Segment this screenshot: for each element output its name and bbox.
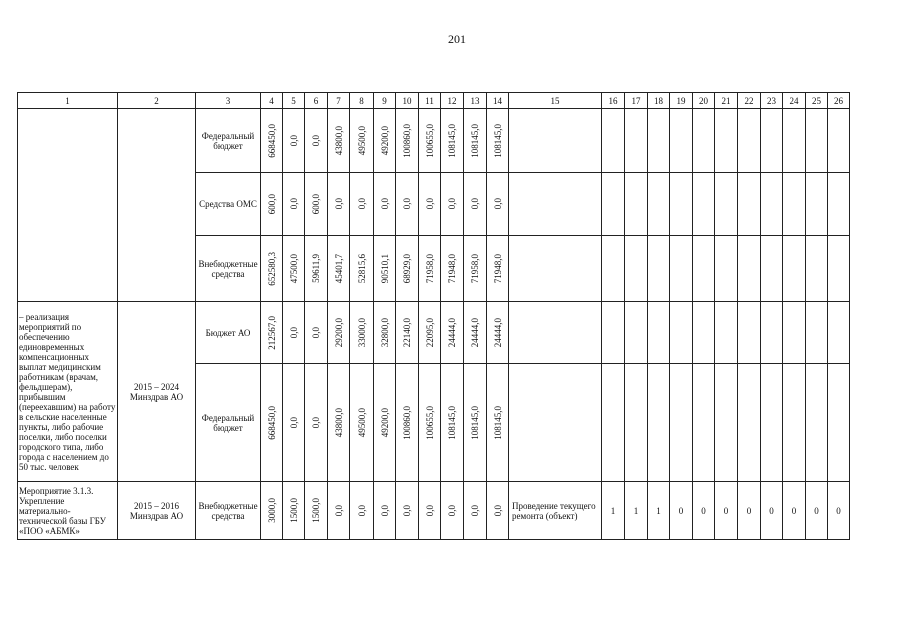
empty-cell bbox=[625, 302, 648, 364]
value-cell bbox=[441, 482, 464, 540]
rotated-value: 0,0 bbox=[288, 134, 299, 147]
value-cell bbox=[283, 236, 305, 302]
value-cell bbox=[396, 364, 419, 482]
rotated-value: 49500,0 bbox=[356, 125, 367, 156]
rotated-value: 71948,0 bbox=[492, 253, 503, 284]
rotated-value: 0,0 bbox=[333, 504, 344, 517]
empty-cell bbox=[738, 109, 761, 173]
value-cell bbox=[419, 173, 441, 236]
empty-cell bbox=[648, 302, 670, 364]
empty-cell bbox=[602, 109, 625, 173]
empty-cell bbox=[828, 302, 850, 364]
column-number-header: 11 bbox=[419, 93, 441, 109]
empty-cell bbox=[715, 302, 738, 364]
rotated-value: 49200,0 bbox=[379, 407, 390, 438]
empty-cell bbox=[761, 173, 783, 236]
empty-cell bbox=[806, 302, 828, 364]
value-cell bbox=[328, 302, 350, 364]
column-number-header: 7 bbox=[328, 93, 350, 109]
value-cell bbox=[261, 482, 283, 540]
rotated-value: 600,0 bbox=[266, 193, 277, 215]
rotated-value: 24444,0 bbox=[470, 317, 480, 348]
table-row bbox=[18, 109, 850, 173]
rotated-value: 90510,1 bbox=[379, 253, 390, 284]
empty-cell bbox=[648, 109, 670, 173]
indicator-value-cell: 0 bbox=[828, 482, 850, 540]
column-number-header: 15 bbox=[509, 93, 602, 109]
value-cell bbox=[396, 109, 419, 173]
rotated-value: 0,0 bbox=[470, 504, 480, 517]
column-number-header: 3 bbox=[196, 93, 261, 109]
funding-source-cell: Средства ОМС bbox=[196, 173, 261, 236]
value-cell bbox=[464, 482, 487, 540]
rotated-value: 1500,0 bbox=[288, 498, 299, 523]
value-cell bbox=[374, 173, 396, 236]
empty-cell bbox=[738, 302, 761, 364]
empty-cell bbox=[828, 109, 850, 173]
rotated-value: 43800,0 bbox=[333, 407, 344, 438]
rotated-value: 0,0 bbox=[356, 504, 367, 517]
column-number-header: 14 bbox=[487, 93, 509, 109]
empty-cell bbox=[693, 109, 715, 173]
empty-cell bbox=[783, 173, 806, 236]
rotated-value: 100655,0 bbox=[424, 405, 435, 440]
table-row bbox=[18, 482, 850, 540]
empty-cell bbox=[761, 364, 783, 482]
value-cell bbox=[305, 364, 328, 482]
rotated-value: 24444,0 bbox=[492, 317, 503, 348]
column-number-header: 20 bbox=[693, 93, 715, 109]
rotated-value: 0,0 bbox=[447, 504, 457, 517]
value-cell bbox=[487, 173, 509, 236]
empty-cell bbox=[648, 173, 670, 236]
rotated-value: 0,0 bbox=[311, 416, 321, 429]
rotated-value: 0,0 bbox=[356, 198, 367, 210]
empty-cell bbox=[602, 364, 625, 482]
value-cell bbox=[374, 109, 396, 173]
value-cell bbox=[305, 109, 328, 173]
empty-cell bbox=[761, 109, 783, 173]
column-number-header: 12 bbox=[441, 93, 464, 109]
value-cell bbox=[350, 173, 374, 236]
empty-cell bbox=[509, 236, 602, 302]
indicator-value-cell: 0 bbox=[761, 482, 783, 540]
rotated-value: 1500,0 bbox=[311, 498, 321, 523]
value-cell bbox=[441, 302, 464, 364]
value-cell bbox=[419, 302, 441, 364]
indicator-value-cell: 1 bbox=[625, 482, 648, 540]
value-cell bbox=[261, 109, 283, 173]
rotated-value: 22095,0 bbox=[424, 317, 435, 348]
column-number-header: 26 bbox=[828, 93, 850, 109]
empty-cell bbox=[738, 173, 761, 236]
description-cell: – реализация мероприятий по обеспечению единовременных компенсационных выплат медицинским работникам (врачам, фельдшерам), прибывшим (переехавшим) на работу в сельские населенные пункты, либо рабочие поселки, либо поселки городского типа, либо города с населением до 50 тыс. человек bbox=[18, 302, 118, 482]
rotated-value: 3000,0 bbox=[266, 498, 277, 523]
value-cell bbox=[441, 173, 464, 236]
funding-source-cell: Федеральный бюджет bbox=[196, 109, 261, 173]
value-cell bbox=[305, 482, 328, 540]
column-number-header: 25 bbox=[806, 93, 828, 109]
rotated-value: 0,0 bbox=[288, 198, 299, 210]
empty-cell bbox=[693, 364, 715, 482]
rotated-value: 0,0 bbox=[311, 134, 321, 147]
indicator-cell: Проведение текущего ремонта (объект) bbox=[509, 482, 602, 540]
empty-cell bbox=[738, 236, 761, 302]
funding-source-cell: Бюджет АО bbox=[196, 302, 261, 364]
value-cell bbox=[464, 109, 487, 173]
rotated-value: 71948,0 bbox=[447, 253, 457, 284]
empty-cell bbox=[828, 364, 850, 482]
column-number-header: 22 bbox=[738, 93, 761, 109]
indicator-value-cell: 0 bbox=[670, 482, 693, 540]
rotated-value: 59611,9 bbox=[311, 254, 321, 283]
value-cell bbox=[350, 302, 374, 364]
value-cell bbox=[261, 364, 283, 482]
empty-cell bbox=[715, 173, 738, 236]
term-cell bbox=[118, 109, 196, 302]
rotated-value: 0,0 bbox=[447, 198, 457, 210]
empty-cell bbox=[761, 236, 783, 302]
empty-cell bbox=[670, 236, 693, 302]
rotated-value: 47500,0 bbox=[288, 253, 299, 284]
rotated-value: 0,0 bbox=[333, 198, 344, 210]
value-cell bbox=[328, 482, 350, 540]
rotated-value: 100860,0 bbox=[402, 405, 412, 440]
empty-cell bbox=[670, 364, 693, 482]
rotated-value: 0,0 bbox=[492, 504, 503, 517]
rotated-value: 0,0 bbox=[492, 198, 503, 210]
value-cell bbox=[283, 109, 305, 173]
column-number-header: 18 bbox=[648, 93, 670, 109]
column-number-header: 5 bbox=[283, 93, 305, 109]
rotated-value: 212567,0 bbox=[266, 315, 277, 350]
empty-cell bbox=[761, 302, 783, 364]
rotated-value: 0,0 bbox=[424, 504, 435, 517]
value-cell bbox=[487, 482, 509, 540]
value-cell bbox=[305, 302, 328, 364]
value-cell bbox=[419, 364, 441, 482]
indicator-value-cell: 1 bbox=[648, 482, 670, 540]
rotated-value: 29200,0 bbox=[333, 317, 344, 348]
empty-cell bbox=[625, 109, 648, 173]
value-cell bbox=[441, 364, 464, 482]
column-number-header: 9 bbox=[374, 93, 396, 109]
rotated-value: 24444,0 bbox=[447, 317, 457, 348]
value-cell bbox=[350, 109, 374, 173]
rotated-value: 0,0 bbox=[470, 198, 480, 210]
rotated-value: 71958,0 bbox=[424, 253, 435, 284]
value-cell bbox=[350, 236, 374, 302]
empty-cell bbox=[509, 173, 602, 236]
value-cell bbox=[487, 302, 509, 364]
page-number: 201 bbox=[448, 32, 466, 46]
value-cell bbox=[328, 173, 350, 236]
rotated-value: 600,0 bbox=[311, 193, 321, 215]
empty-cell bbox=[715, 109, 738, 173]
value-cell bbox=[487, 364, 509, 482]
rotated-value: 0,0 bbox=[402, 504, 412, 517]
empty-cell bbox=[509, 364, 602, 482]
rotated-value: 32800,0 bbox=[379, 317, 390, 348]
empty-cell bbox=[602, 173, 625, 236]
empty-cell bbox=[806, 236, 828, 302]
value-cell bbox=[261, 302, 283, 364]
value-cell bbox=[419, 482, 441, 540]
empty-cell bbox=[783, 302, 806, 364]
empty-cell bbox=[783, 109, 806, 173]
value-cell bbox=[374, 236, 396, 302]
funding-source-cell: Федеральный бюджет bbox=[196, 364, 261, 482]
rotated-value: 0,0 bbox=[379, 198, 390, 210]
empty-cell bbox=[806, 364, 828, 482]
empty-cell bbox=[715, 236, 738, 302]
funding-source-cell: Внебюджетные средства bbox=[196, 482, 261, 540]
column-number-header: 4 bbox=[261, 93, 283, 109]
value-cell bbox=[283, 302, 305, 364]
empty-cell bbox=[648, 364, 670, 482]
empty-cell bbox=[806, 173, 828, 236]
rotated-value: 108145,0 bbox=[447, 123, 457, 158]
empty-cell bbox=[828, 236, 850, 302]
empty-cell bbox=[693, 302, 715, 364]
column-number-header: 21 bbox=[715, 93, 738, 109]
rotated-value: 52815,6 bbox=[356, 253, 367, 284]
funding-source-cell: Внебюджетные средства bbox=[196, 236, 261, 302]
column-number-header: 2 bbox=[118, 93, 196, 109]
value-cell bbox=[283, 173, 305, 236]
rotated-value: 108145,0 bbox=[492, 405, 503, 440]
value-cell bbox=[261, 173, 283, 236]
description-cell: Мероприятие 3.1.3. Укрепление материально-технической базы ГБУ «ПОО «АБМК» bbox=[18, 482, 118, 540]
indicator-value-cell: 0 bbox=[783, 482, 806, 540]
rotated-value: 668450,0 bbox=[266, 123, 277, 158]
empty-cell bbox=[625, 236, 648, 302]
value-cell bbox=[374, 482, 396, 540]
value-cell bbox=[396, 482, 419, 540]
term-cell: 2015 – 2024 Минздрав АО bbox=[118, 302, 196, 482]
value-cell bbox=[283, 364, 305, 482]
value-cell bbox=[419, 236, 441, 302]
header-row bbox=[18, 93, 850, 109]
rotated-value: 45401,7 bbox=[333, 253, 344, 284]
empty-cell bbox=[509, 109, 602, 173]
rotated-value: 108145,0 bbox=[447, 405, 457, 440]
rotated-value: 100655,0 bbox=[424, 123, 435, 158]
empty-cell bbox=[602, 236, 625, 302]
rotated-value: 0,0 bbox=[379, 504, 390, 517]
indicator-value-cell: 1 bbox=[602, 482, 625, 540]
empty-cell bbox=[715, 364, 738, 482]
description-cell bbox=[18, 109, 118, 302]
empty-cell bbox=[625, 364, 648, 482]
empty-cell bbox=[625, 173, 648, 236]
column-number-header: 16 bbox=[602, 93, 625, 109]
table-row bbox=[18, 302, 850, 364]
empty-cell bbox=[670, 173, 693, 236]
indicator-value-cell: 0 bbox=[715, 482, 738, 540]
column-number-header: 24 bbox=[783, 93, 806, 109]
rotated-value: 0,0 bbox=[288, 416, 299, 429]
value-cell bbox=[261, 236, 283, 302]
empty-cell bbox=[670, 109, 693, 173]
value-cell bbox=[350, 364, 374, 482]
empty-cell bbox=[509, 302, 602, 364]
column-number-header: 23 bbox=[761, 93, 783, 109]
empty-cell bbox=[670, 302, 693, 364]
value-cell bbox=[396, 236, 419, 302]
value-cell bbox=[441, 236, 464, 302]
rotated-value: 71958,0 bbox=[470, 253, 480, 284]
budget-table bbox=[17, 92, 850, 540]
column-number-header: 19 bbox=[670, 93, 693, 109]
rotated-value: 0,0 bbox=[311, 326, 321, 339]
empty-cell bbox=[738, 364, 761, 482]
empty-cell bbox=[828, 173, 850, 236]
indicator-value-cell: 0 bbox=[738, 482, 761, 540]
value-cell bbox=[441, 109, 464, 173]
value-cell bbox=[464, 236, 487, 302]
empty-cell bbox=[783, 236, 806, 302]
value-cell bbox=[328, 236, 350, 302]
column-number-header: 13 bbox=[464, 93, 487, 109]
rotated-value: 108145,0 bbox=[470, 405, 480, 440]
rotated-value: 0,0 bbox=[402, 198, 412, 210]
value-cell bbox=[374, 302, 396, 364]
empty-cell bbox=[783, 364, 806, 482]
value-cell bbox=[305, 173, 328, 236]
column-number-header: 8 bbox=[350, 93, 374, 109]
empty-cell bbox=[693, 173, 715, 236]
value-cell bbox=[283, 482, 305, 540]
value-cell bbox=[328, 109, 350, 173]
empty-cell bbox=[806, 109, 828, 173]
value-cell bbox=[487, 236, 509, 302]
rotated-value: 49200,0 bbox=[379, 125, 390, 156]
value-cell bbox=[396, 302, 419, 364]
value-cell bbox=[464, 364, 487, 482]
value-cell bbox=[419, 109, 441, 173]
column-number-header: 1 bbox=[18, 93, 118, 109]
value-cell bbox=[464, 302, 487, 364]
empty-cell bbox=[648, 236, 670, 302]
empty-cell bbox=[693, 236, 715, 302]
value-cell bbox=[374, 364, 396, 482]
rotated-value: 0,0 bbox=[424, 198, 435, 210]
rotated-value: 22140,0 bbox=[402, 317, 412, 348]
empty-cell bbox=[602, 302, 625, 364]
value-cell bbox=[305, 236, 328, 302]
rotated-value: 0,0 bbox=[288, 326, 299, 339]
column-number-header: 10 bbox=[396, 93, 419, 109]
rotated-value: 100860,0 bbox=[402, 123, 412, 158]
term-cell: 2015 – 2016 Минздрав АО bbox=[118, 482, 196, 540]
indicator-value-cell: 0 bbox=[806, 482, 828, 540]
rotated-value: 108145,0 bbox=[492, 123, 503, 158]
rotated-value: 108145,0 bbox=[470, 123, 480, 158]
value-cell bbox=[328, 364, 350, 482]
column-number-header: 6 bbox=[305, 93, 328, 109]
rotated-value: 668450,0 bbox=[266, 405, 277, 440]
rotated-value: 49500,0 bbox=[356, 407, 367, 438]
rotated-value: 68929,0 bbox=[402, 253, 412, 284]
value-cell bbox=[487, 109, 509, 173]
value-cell bbox=[464, 173, 487, 236]
value-cell bbox=[350, 482, 374, 540]
value-cell bbox=[396, 173, 419, 236]
indicator-value-cell: 0 bbox=[693, 482, 715, 540]
column-number-header: 17 bbox=[625, 93, 648, 109]
rotated-value: 43800,0 bbox=[333, 125, 344, 156]
rotated-value: 33000,0 bbox=[356, 317, 367, 348]
rotated-value: 652580,3 bbox=[266, 251, 277, 286]
